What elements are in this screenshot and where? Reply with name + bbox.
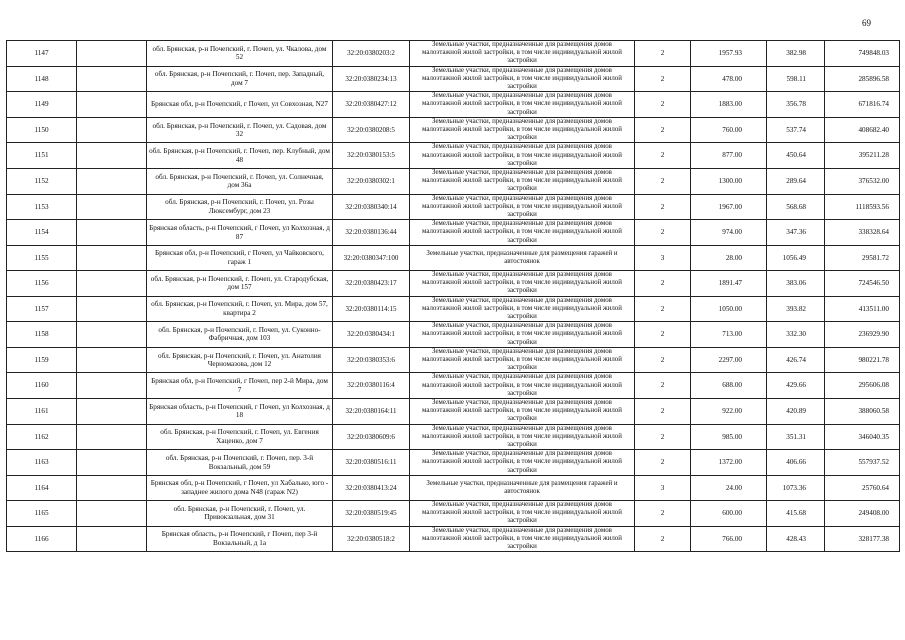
permitted-use-cell: Земельные участки, предназначенные для размещения домов малоэтажной жилой застройки, в том числе индивидуальной жилой застройки bbox=[410, 399, 635, 425]
row-number-cell: 1160 bbox=[7, 373, 77, 399]
cadastral-number-cell: 32:20:0380516:11 bbox=[333, 450, 410, 476]
permitted-use-cell: Земельные участки, предназначенные для размещения домов малоэтажной жилой застройки, в том числе индивидуальной жилой застройки bbox=[410, 66, 635, 92]
table-row bbox=[7, 424, 900, 450]
row-number-cell: 1154 bbox=[7, 220, 77, 246]
use-group-cell: 2 bbox=[635, 424, 691, 450]
area-cell: 24.00 bbox=[691, 475, 767, 500]
table-row bbox=[7, 322, 900, 348]
address-cell: обл. Брянская, р-н Почепский, г. Почеп, ул. Суконно-Фабричная, дом 103 bbox=[147, 322, 333, 348]
empty-cell bbox=[77, 270, 147, 296]
area-cell: 1372.00 bbox=[691, 450, 767, 476]
address-cell: обл. Брянская, р-н Почепский, г. Почеп, ул. Анатолия Черномазова, дом 12 bbox=[147, 347, 333, 373]
specific-value-cell: 383.06 bbox=[767, 270, 825, 296]
area-cell: 877.00 bbox=[691, 143, 767, 169]
use-group-cell: 2 bbox=[635, 500, 691, 526]
row-number-cell: 1152 bbox=[7, 169, 77, 195]
permitted-use-cell: Земельные участки, предназначенные для размещения домов малоэтажной жилой застройки, в том числе индивидуальной жилой застройки bbox=[410, 450, 635, 476]
permitted-use-cell: Земельные участки, предназначенные для размещения гаражей и автостоянок bbox=[410, 475, 635, 500]
cadastral-number-cell: 32:20:0380347:100 bbox=[333, 245, 410, 270]
cadastral-value-cell: 671816.74 bbox=[825, 92, 900, 118]
row-number-cell: 1147 bbox=[7, 41, 77, 67]
table-row bbox=[7, 347, 900, 373]
cadastral-value-cell: 376532.00 bbox=[825, 169, 900, 195]
row-number-cell: 1150 bbox=[7, 117, 77, 143]
permitted-use-cell: Земельные участки, предназначенные для размещения домов малоэтажной жилой застройки, в том числе индивидуальной жилой застройки bbox=[410, 526, 635, 552]
cadastral-number-cell: 32:20:0380340:14 bbox=[333, 194, 410, 220]
address-cell: Брянская обл, р-н Почепский, г Почеп, ул Чайковского, гараж 1 bbox=[147, 245, 333, 270]
use-group-cell: 2 bbox=[635, 399, 691, 425]
address-cell: обл. Брянская, р-н Почепский, г. Почеп, ул. Привокзальная, дом 31 bbox=[147, 500, 333, 526]
area-cell: 713.00 bbox=[691, 322, 767, 348]
area-cell: 922.00 bbox=[691, 399, 767, 425]
cadastral-number-cell: 32:20:0380518:2 bbox=[333, 526, 410, 552]
cadastral-number-cell: 32:20:0380413:24 bbox=[333, 475, 410, 500]
row-number-cell: 1157 bbox=[7, 296, 77, 322]
table-row bbox=[7, 475, 900, 500]
use-group-cell: 2 bbox=[635, 66, 691, 92]
cadastral-number-cell: 32:20:0380208:5 bbox=[333, 117, 410, 143]
row-number-cell: 1158 bbox=[7, 322, 77, 348]
table-row bbox=[7, 399, 900, 425]
use-group-cell: 3 bbox=[635, 245, 691, 270]
use-group-cell: 2 bbox=[635, 41, 691, 67]
use-group-cell: 2 bbox=[635, 526, 691, 552]
cadastral-value-cell: 25760.64 bbox=[825, 475, 900, 500]
cadastral-number-cell: 32:20:0380427:12 bbox=[333, 92, 410, 118]
specific-value-cell: 332.30 bbox=[767, 322, 825, 348]
address-cell: обл. Брянская, р-н Почепский, г. Почеп, пер. 3-й Вокзальный, дом 59 bbox=[147, 450, 333, 476]
area-cell: 766.00 bbox=[691, 526, 767, 552]
table-row bbox=[7, 373, 900, 399]
cadastral-number-cell: 32:20:0380203:2 bbox=[333, 41, 410, 67]
empty-cell bbox=[77, 526, 147, 552]
area-cell: 1967.00 bbox=[691, 194, 767, 220]
address-cell: обл. Брянская, р-н Почепский, г. Почеп, ул. Мира, дом 57, квартира 2 bbox=[147, 296, 333, 322]
area-cell: 2297.00 bbox=[691, 347, 767, 373]
use-group-cell: 2 bbox=[635, 270, 691, 296]
address-cell: обл. Брянская, р-н Почепский, г. Почеп, пер. Западный, дом 7 bbox=[147, 66, 333, 92]
empty-cell bbox=[77, 296, 147, 322]
specific-value-cell: 598.11 bbox=[767, 66, 825, 92]
use-group-cell: 2 bbox=[635, 322, 691, 348]
cadastral-value-cell: 1118593.56 bbox=[825, 194, 900, 220]
area-cell: 28.00 bbox=[691, 245, 767, 270]
permitted-use-cell: Земельные участки, предназначенные для размещения домов малоэтажной жилой застройки, в том числе индивидуальной жилой застройки bbox=[410, 41, 635, 67]
cadastral-number-cell: 32:20:0380116:4 bbox=[333, 373, 410, 399]
empty-cell bbox=[77, 245, 147, 270]
cadastral-number-cell: 32:20:0380234:13 bbox=[333, 66, 410, 92]
address-cell: обл. Брянская, р-н Почепский, г. Почеп, ул. Чкалова, дом 52 bbox=[147, 41, 333, 67]
table-row bbox=[7, 526, 900, 552]
empty-cell bbox=[77, 322, 147, 348]
specific-value-cell: 428.43 bbox=[767, 526, 825, 552]
cadastral-value-cell: 328177.38 bbox=[825, 526, 900, 552]
table-row bbox=[7, 450, 900, 476]
specific-value-cell: 1073.36 bbox=[767, 475, 825, 500]
address-cell: Брянская обл, р-н Почепский, г Почеп, ул Совхозная, N27 bbox=[147, 92, 333, 118]
area-cell: 974.00 bbox=[691, 220, 767, 246]
address-cell: обл. Брянская, р-н Почепский, г. Почеп, ул. Евгения Хаценко, дом 7 bbox=[147, 424, 333, 450]
cadastral-number-cell: 32:20:0380609:6 bbox=[333, 424, 410, 450]
cadastral-value-cell: 338328.64 bbox=[825, 220, 900, 246]
specific-value-cell: 429.66 bbox=[767, 373, 825, 399]
permitted-use-cell: Земельные участки, предназначенные для размещения домов малоэтажной жилой застройки, в том числе индивидуальной жилой застройки bbox=[410, 143, 635, 169]
empty-cell bbox=[77, 500, 147, 526]
area-cell: 688.00 bbox=[691, 373, 767, 399]
empty-cell bbox=[77, 41, 147, 67]
use-group-cell: 2 bbox=[635, 143, 691, 169]
use-group-cell: 2 bbox=[635, 169, 691, 195]
address-cell: Брянская область, р-н Почепский, г Почеп, пер 3-й Вокзальный, д 1а bbox=[147, 526, 333, 552]
cadastral-number-cell: 32:20:0380353:6 bbox=[333, 347, 410, 373]
area-cell: 1957.93 bbox=[691, 41, 767, 67]
specific-value-cell: 420.89 bbox=[767, 399, 825, 425]
specific-value-cell: 289.64 bbox=[767, 169, 825, 195]
cadastral-value-cell: 980221.78 bbox=[825, 347, 900, 373]
page-number: 69 bbox=[862, 18, 871, 28]
empty-cell bbox=[77, 117, 147, 143]
table-row bbox=[7, 245, 900, 270]
table-row bbox=[7, 41, 900, 67]
use-group-cell: 2 bbox=[635, 117, 691, 143]
row-number-cell: 1165 bbox=[7, 500, 77, 526]
empty-cell bbox=[77, 373, 147, 399]
cadastral-value-cell: 724546.50 bbox=[825, 270, 900, 296]
specific-value-cell: 347.36 bbox=[767, 220, 825, 246]
permitted-use-cell: Земельные участки, предназначенные для размещения домов малоэтажной жилой застройки, в том числе индивидуальной жилой застройки bbox=[410, 347, 635, 373]
empty-cell bbox=[77, 424, 147, 450]
use-group-cell: 2 bbox=[635, 220, 691, 246]
specific-value-cell: 1056.49 bbox=[767, 245, 825, 270]
use-group-cell: 2 bbox=[635, 296, 691, 322]
address-cell: Брянская область, р-н Почепский, г Почеп, ул Колхозная, д 87 bbox=[147, 220, 333, 246]
area-cell: 1050.00 bbox=[691, 296, 767, 322]
permitted-use-cell: Земельные участки, предназначенные для размещения домов малоэтажной жилой застройки, в том числе индивидуальной жилой застройки bbox=[410, 373, 635, 399]
row-number-cell: 1156 bbox=[7, 270, 77, 296]
empty-cell bbox=[77, 399, 147, 425]
empty-cell bbox=[77, 66, 147, 92]
table-row bbox=[7, 92, 900, 118]
area-cell: 600.00 bbox=[691, 500, 767, 526]
permitted-use-cell: Земельные участки, предназначенные для размещения домов малоэтажной жилой застройки, в том числе индивидуальной жилой застройки bbox=[410, 117, 635, 143]
cadastral-value-cell: 346040.35 bbox=[825, 424, 900, 450]
permitted-use-cell: Земельные участки, предназначенные для размещения домов малоэтажной жилой застройки, в том числе индивидуальной жилой застройки bbox=[410, 500, 635, 526]
area-cell: 1300.00 bbox=[691, 169, 767, 195]
table-row bbox=[7, 117, 900, 143]
table-row bbox=[7, 296, 900, 322]
permitted-use-cell: Земельные участки, предназначенные для размещения домов малоэтажной жилой застройки, в том числе индивидуальной жилой застройки bbox=[410, 92, 635, 118]
specific-value-cell: 356.78 bbox=[767, 92, 825, 118]
empty-cell bbox=[77, 92, 147, 118]
row-number-cell: 1151 bbox=[7, 143, 77, 169]
specific-value-cell: 406.66 bbox=[767, 450, 825, 476]
row-number-cell: 1155 bbox=[7, 245, 77, 270]
empty-cell bbox=[77, 347, 147, 373]
permitted-use-cell: Земельные участки, предназначенные для размещения домов малоэтажной жилой застройки, в том числе индивидуальной жилой застройки bbox=[410, 169, 635, 195]
table-row bbox=[7, 66, 900, 92]
row-number-cell: 1166 bbox=[7, 526, 77, 552]
row-number-cell: 1162 bbox=[7, 424, 77, 450]
cadastral-value-cell: 749848.03 bbox=[825, 41, 900, 67]
address-cell: Брянская обл, р-н Почепский, г Почеп, пер 2-й Мира, дом 7 bbox=[147, 373, 333, 399]
table-row bbox=[7, 220, 900, 246]
specific-value-cell: 426.74 bbox=[767, 347, 825, 373]
use-group-cell: 3 bbox=[635, 475, 691, 500]
area-cell: 985.00 bbox=[691, 424, 767, 450]
cadastral-value-cell: 395211.28 bbox=[825, 143, 900, 169]
cadastral-value-cell: 249408.00 bbox=[825, 500, 900, 526]
table-row bbox=[7, 500, 900, 526]
cadastral-value-cell: 557937.52 bbox=[825, 450, 900, 476]
specific-value-cell: 382.98 bbox=[767, 41, 825, 67]
empty-cell bbox=[77, 143, 147, 169]
row-number-cell: 1161 bbox=[7, 399, 77, 425]
cadastral-value-cell: 413511.00 bbox=[825, 296, 900, 322]
empty-cell bbox=[77, 169, 147, 195]
use-group-cell: 2 bbox=[635, 347, 691, 373]
permitted-use-cell: Земельные участки, предназначенные для размещения домов малоэтажной жилой застройки, в том числе индивидуальной жилой застройки bbox=[410, 194, 635, 220]
row-number-cell: 1148 bbox=[7, 66, 77, 92]
address-cell: обл. Брянская, р-н Почепский, г. Почеп, ул. Садовая, дом 32 bbox=[147, 117, 333, 143]
table-row bbox=[7, 270, 900, 296]
table-row bbox=[7, 169, 900, 195]
cadastral-value-cell: 236929.90 bbox=[825, 322, 900, 348]
table-row bbox=[7, 143, 900, 169]
row-number-cell: 1153 bbox=[7, 194, 77, 220]
empty-cell bbox=[77, 194, 147, 220]
cadastral-number-cell: 32:20:0380423:17 bbox=[333, 270, 410, 296]
use-group-cell: 2 bbox=[635, 450, 691, 476]
area-cell: 1883.00 bbox=[691, 92, 767, 118]
cadastral-value-cell: 388060.58 bbox=[825, 399, 900, 425]
address-cell: обл. Брянская, р-н Почепский, г. Почеп, ул. Розы Люксембург, дом 23 bbox=[147, 194, 333, 220]
permitted-use-cell: Земельные участки, предназначенные для размещения домов малоэтажной жилой застройки, в том числе индивидуальной жилой застройки bbox=[410, 296, 635, 322]
cadastral-number-cell: 32:20:0380519:45 bbox=[333, 500, 410, 526]
cadastral-value-cell: 285896.58 bbox=[825, 66, 900, 92]
cadastral-number-cell: 32:20:0380164:11 bbox=[333, 399, 410, 425]
cadastral-number-cell: 32:20:0380434:1 bbox=[333, 322, 410, 348]
cadastral-value-cell: 29581.72 bbox=[825, 245, 900, 270]
cadastral-number-cell: 32:20:0380302:1 bbox=[333, 169, 410, 195]
table-row bbox=[7, 194, 900, 220]
specific-value-cell: 415.68 bbox=[767, 500, 825, 526]
specific-value-cell: 393.82 bbox=[767, 296, 825, 322]
use-group-cell: 2 bbox=[635, 373, 691, 399]
permitted-use-cell: Земельные участки, предназначенные для размещения домов малоэтажной жилой застройки, в том числе индивидуальной жилой застройки bbox=[410, 424, 635, 450]
address-cell: обл. Брянская, р-н Почепский, г. Почеп, ул. Солнечная, дом 36а bbox=[147, 169, 333, 195]
land-plot-registry-table bbox=[6, 40, 900, 552]
permitted-use-cell: Земельные участки, предназначенные для размещения домов малоэтажной жилой застройки, в том числе индивидуальной жилой застройки bbox=[410, 322, 635, 348]
specific-value-cell: 450.64 bbox=[767, 143, 825, 169]
use-group-cell: 2 bbox=[635, 194, 691, 220]
cadastral-number-cell: 32:20:0380153:5 bbox=[333, 143, 410, 169]
address-cell: обл. Брянская, р-н Почепский, г. Почеп, пер. Клубный, дом 48 bbox=[147, 143, 333, 169]
cadastral-value-cell: 408682.40 bbox=[825, 117, 900, 143]
row-number-cell: 1159 bbox=[7, 347, 77, 373]
registry-table-body bbox=[7, 41, 900, 552]
empty-cell bbox=[77, 220, 147, 246]
address-cell: обл. Брянская, р-н Почепский, г. Почеп, ул. Стародубская, дом 157 bbox=[147, 270, 333, 296]
address-cell: Брянская обл, р-н Почепский, г Почеп, ул Хабалько, юго - западнее жилого дома N48 (гараж N2) bbox=[147, 475, 333, 500]
row-number-cell: 1164 bbox=[7, 475, 77, 500]
address-cell: Брянская область, р-н Почепский, г Почеп, ул Колхозная, д 18 bbox=[147, 399, 333, 425]
cadastral-value-cell: 295606.08 bbox=[825, 373, 900, 399]
area-cell: 478.00 bbox=[691, 66, 767, 92]
row-number-cell: 1149 bbox=[7, 92, 77, 118]
use-group-cell: 2 bbox=[635, 92, 691, 118]
specific-value-cell: 537.74 bbox=[767, 117, 825, 143]
permitted-use-cell: Земельные участки, предназначенные для размещения гаражей и автостоянок bbox=[410, 245, 635, 270]
empty-cell bbox=[77, 475, 147, 500]
row-number-cell: 1163 bbox=[7, 450, 77, 476]
area-cell: 760.00 bbox=[691, 117, 767, 143]
specific-value-cell: 351.31 bbox=[767, 424, 825, 450]
area-cell: 1891.47 bbox=[691, 270, 767, 296]
specific-value-cell: 568.68 bbox=[767, 194, 825, 220]
cadastral-number-cell: 32:20:0380136:44 bbox=[333, 220, 410, 246]
permitted-use-cell: Земельные участки, предназначенные для размещения домов малоэтажной жилой застройки, в том числе индивидуальной жилой застройки bbox=[410, 270, 635, 296]
permitted-use-cell: Земельные участки, предназначенные для размещения домов малоэтажной жилой застройки, в том числе индивидуальной жилой застройки bbox=[410, 220, 635, 246]
cadastral-number-cell: 32:20:0380114:15 bbox=[333, 296, 410, 322]
empty-cell bbox=[77, 450, 147, 476]
